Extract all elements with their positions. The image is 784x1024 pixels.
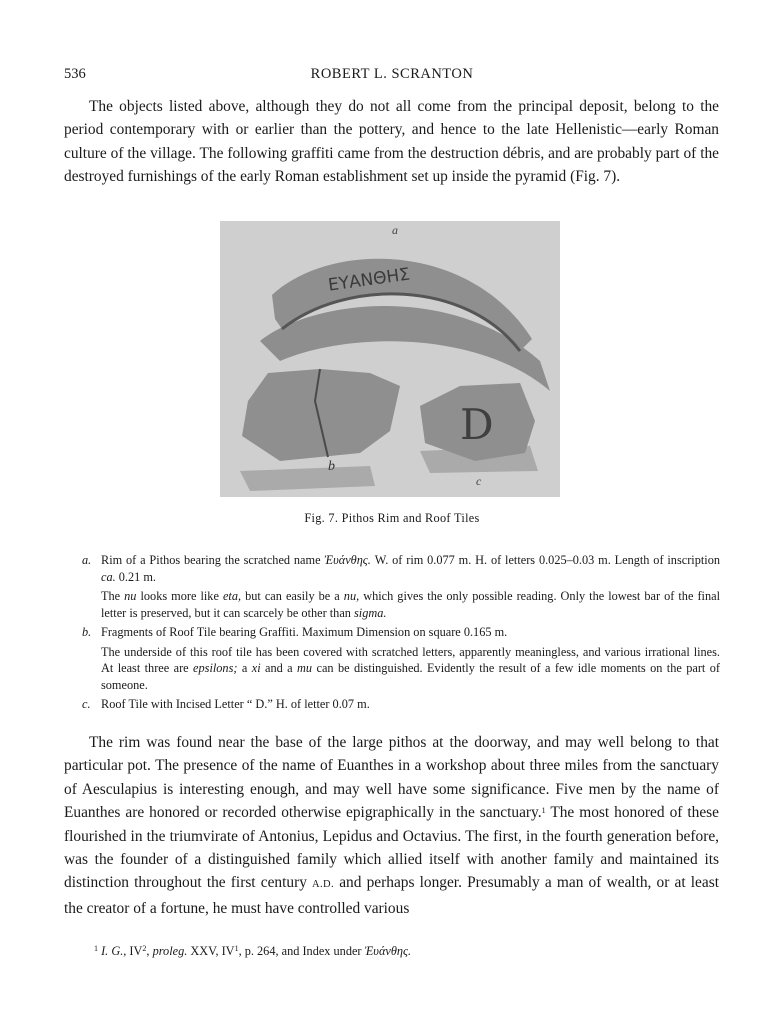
entry-c xyxy=(82,696,720,713)
page-number: 536 xyxy=(64,66,86,82)
entry-heading: Rim of a Pithos bearing the scratched name Ἐυάνθης. W. of rim 0.077 m. H. of letters 0.025–0.03 m. Length of inscription ca. 0.21 m. xyxy=(101,553,720,584)
figure-7-photograph xyxy=(220,221,560,497)
figure-label-b: b xyxy=(328,459,335,474)
entry-letter: b. xyxy=(82,625,92,639)
figure-label-a: a xyxy=(392,223,398,237)
entry-heading: Roof Tile with Incised Letter “ D.” H. of letter 0.07 m. xyxy=(101,697,370,711)
incised-letter-d: D xyxy=(460,400,494,449)
main-paragraph: The rim was found near the base of the large pithos at the doorway, and may well belong to that particular pot. The presence of the name of Euanthes in a workshop about three miles from the sanctuary of Aesculapius is interesting enough, and may well have some significance. Five men by the name of Euanthes are honored or recorded otherwise epigraphically in the sanctuary.$^1$ The most honored of these flourished in the triumvirate of Antonius, Lepidus and Octavius. The first, in the fourth generation before, was the founder of a distinguished family which allied itself with another family and maintained its distinction throughout the first century A.D. and perhaps longer. Presumably a man of wealth, or at least the creator of a fortune, he must have controlled various xyxy=(64,734,719,917)
entry-heading: Fragments of Roof Tile bearing Graffiti. Maximum Dimension on square 0.165 m. xyxy=(101,625,508,639)
figure-caption: Fig. 7. Pithos Rim and Roof Tiles xyxy=(304,511,480,525)
intro-paragraph: The objects listed above, although they do not all come from the principal deposit, belong to the period contemporary with or earlier than the pottery, and hence to the late Hellenistic—early Roman culture of the village. The following graffiti came from the destruction débris, and are probably part of the destroyed furnishings of the early Roman establishment set up inside the pyramid (Fig. 7). xyxy=(64,98,719,186)
catalogue-entries xyxy=(82,552,720,716)
footnote-reference[interactable]: 1 xyxy=(541,806,546,816)
entry-letter: a. xyxy=(82,553,92,567)
entry-letter: c. xyxy=(82,697,91,711)
footnote: $^1$ I. G., $IV^2$, proleg. XXV, $IV^1$, p. 264, and Index under Ἐυάνθης. xyxy=(94,944,412,958)
rim-inscription: ΕΥΑΝΘΗΣ xyxy=(326,264,412,296)
figure-label-c: c xyxy=(476,474,482,488)
entry-b xyxy=(82,624,720,693)
entry-note: The nu looks more like eta, but can easily be a nu, which gives the only possible reading. Only the lowest bar of the final letter is preserved, but it can scarcely be other than sigma. xyxy=(101,589,720,620)
running-head: ROBERT L. SCRANTON xyxy=(310,66,474,82)
entry-note: The underside of this roof tile has been covered with scratched letters, apparently meaningless, and various irrational lines. At least three are epsilons; a xi and a mu can be distinguished. Evidently the result of a few idle moments on the part of someone. xyxy=(101,644,720,692)
entry-a xyxy=(82,552,720,621)
